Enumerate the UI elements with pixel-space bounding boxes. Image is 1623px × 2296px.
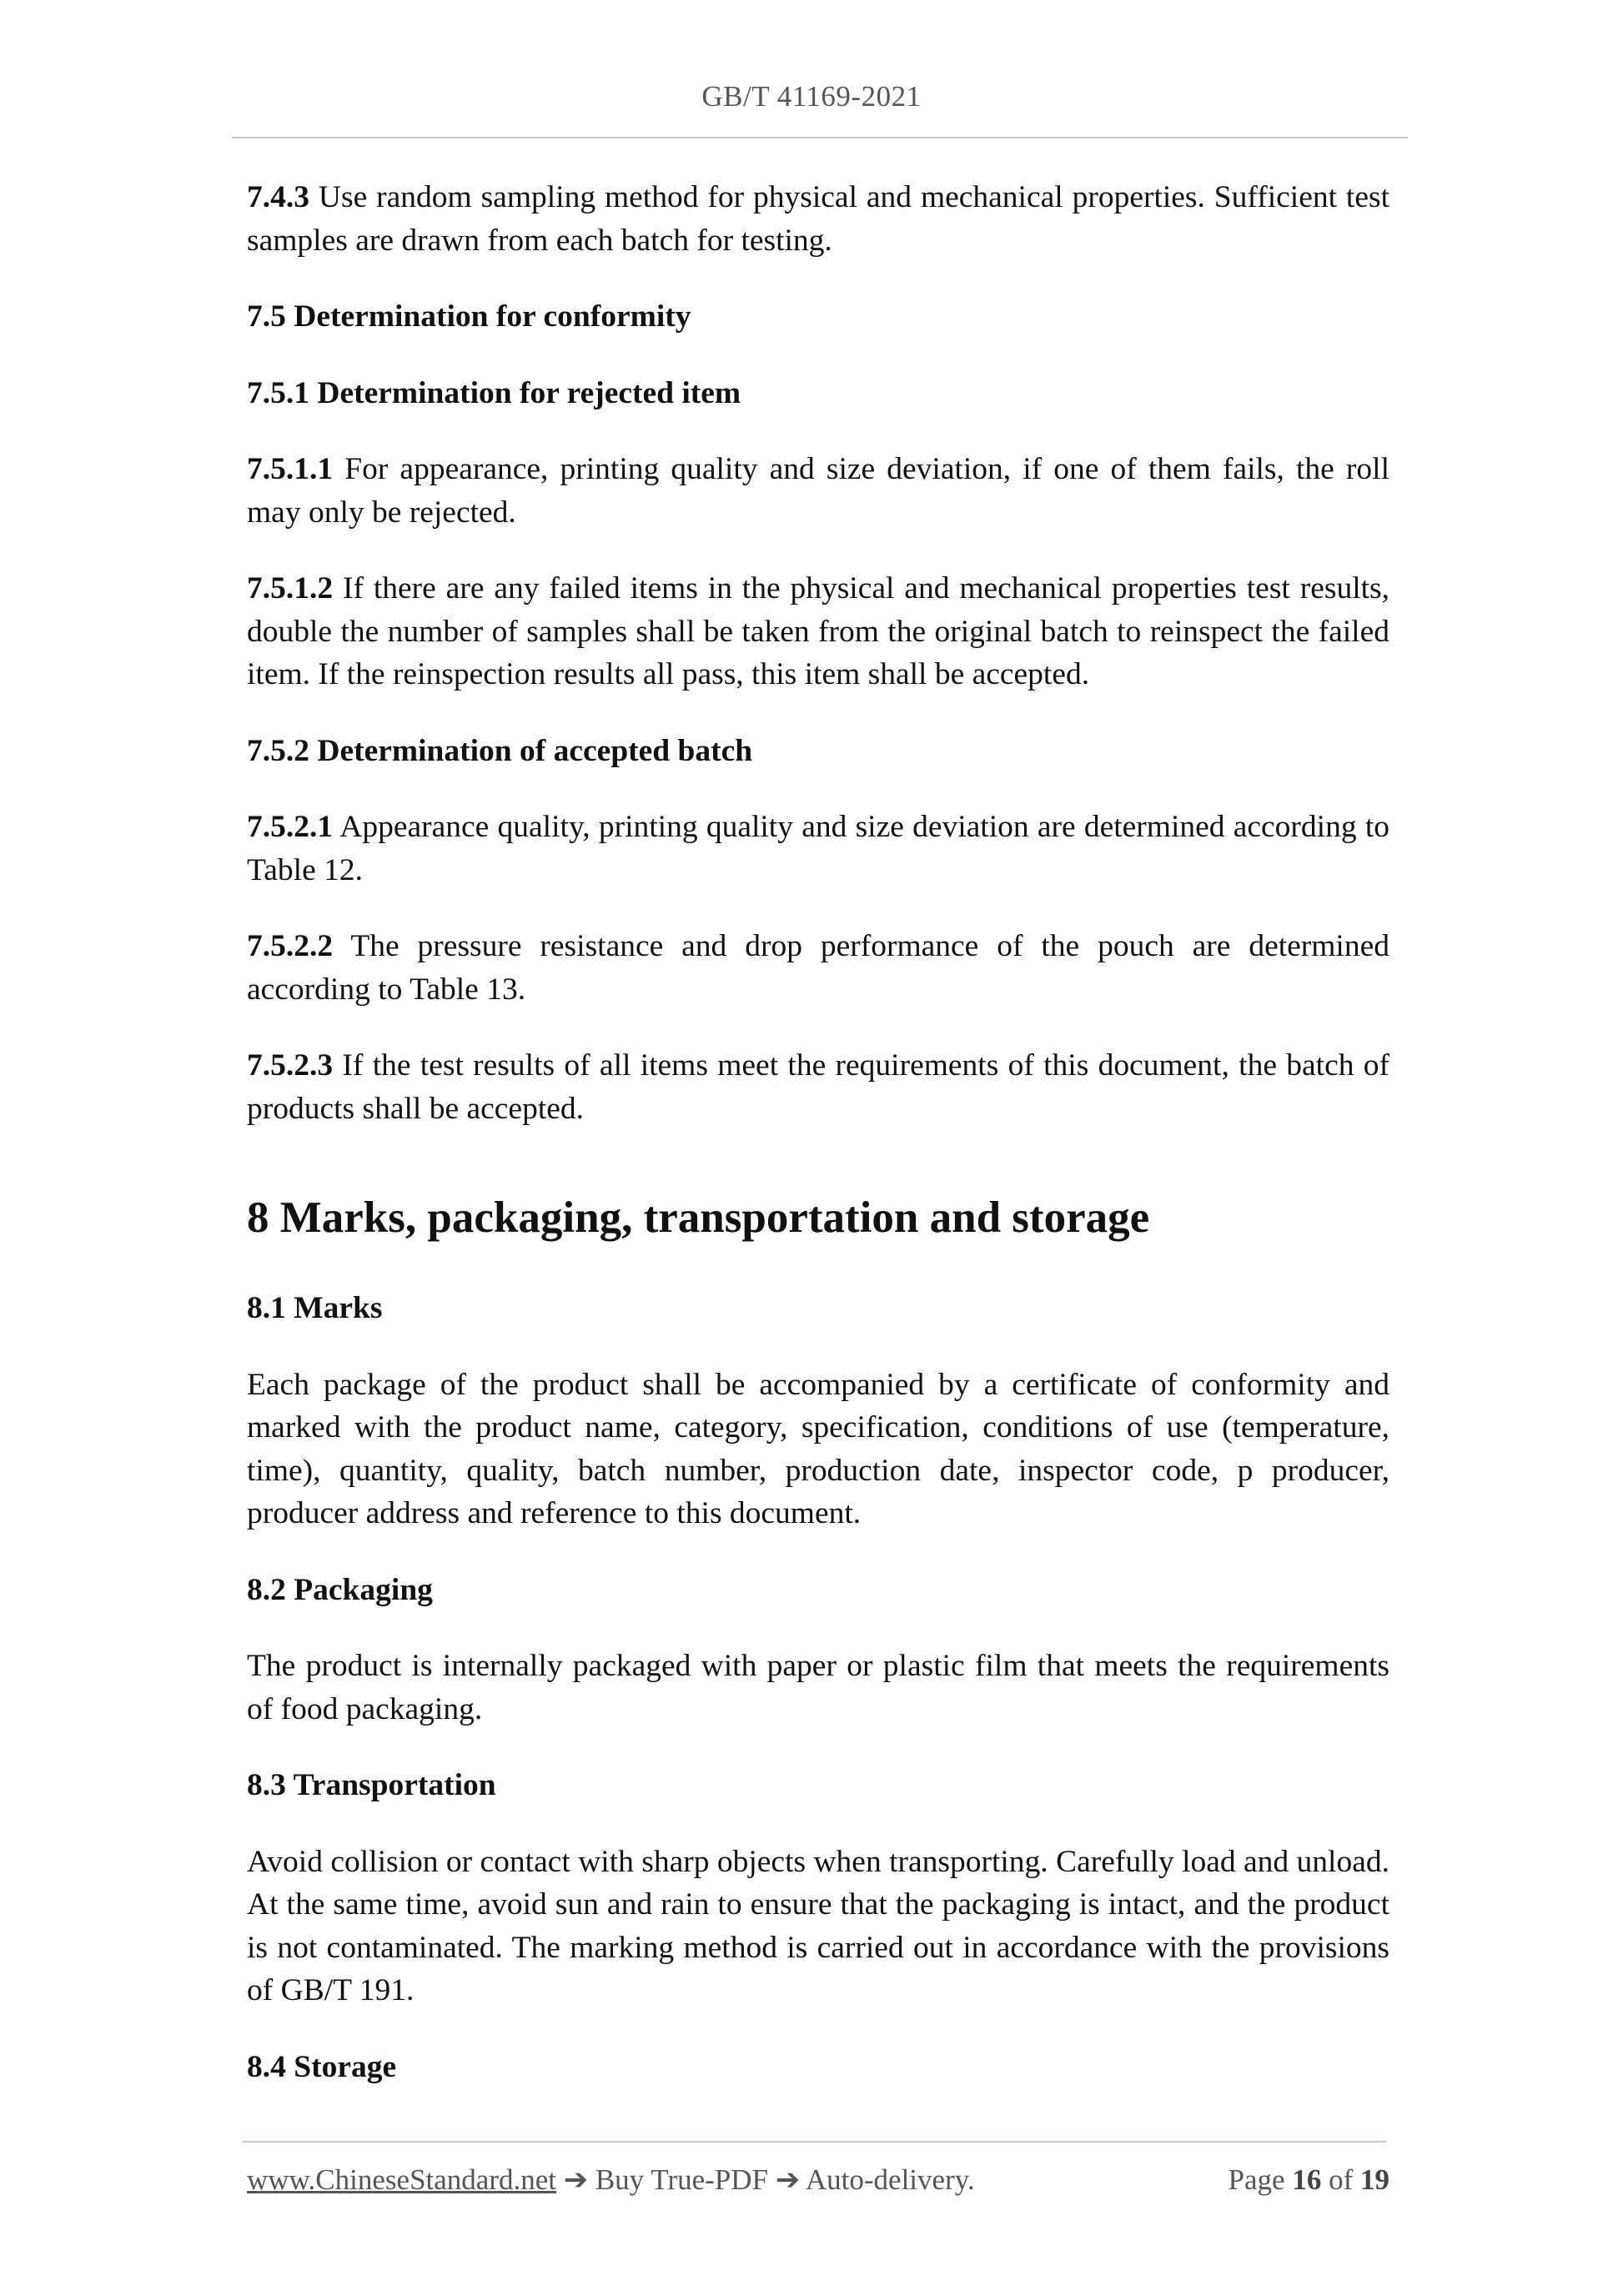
heading-8-1: 8.1 Marks (247, 1291, 383, 1325)
clause-text: The pressure resistance and drop performance of the pouch are determined according to Table 13. (247, 929, 1389, 1007)
page-footer (247, 2163, 1389, 2197)
chapter-8-heading: 8 Marks, packaging, transportation and storage (247, 1193, 1150, 1242)
clause-7-5-2-1 (247, 806, 1389, 892)
header-divider (232, 137, 1408, 138)
footer-left (247, 2163, 975, 2197)
clause-text: Appearance quality, printing quality and size deviation are determined according to Table 12. (247, 810, 1389, 887)
document-body (247, 176, 1389, 2088)
heading-7-5: 7.5 Determination for conformity (247, 299, 691, 334)
clause-7-5-1-2 (247, 567, 1389, 696)
clause-7-5-1-1 (247, 448, 1389, 534)
footer-buy-text: ➔ Buy True-PDF (556, 2163, 776, 2196)
clause-7-4-3 (247, 176, 1389, 262)
paragraph-packaging: The product is internally packaged with paper or plastic film that meets the requirements of food packaging. (247, 1649, 1389, 1726)
clause-number: 7.5.2.1 (247, 810, 334, 844)
clause-number: 7.5.2.2 (247, 929, 334, 963)
footer-divider (242, 2141, 1386, 2143)
paragraph-marks: Each package of the product shall be accompanied by a certificate of conformity and marked with the product name, category, specification, conditions of use (temperature, time), quantity, quality, batch number, production date, inspector code, p producer, producer address and reference to this document. (247, 1367, 1389, 1530)
clause-number: 7.5.1.2 (247, 571, 334, 605)
clause-number: 7.4.3 (247, 180, 309, 214)
page-header: GB/T 41169-2021 (701, 80, 922, 113)
website-link[interactable]: www.ChineseStandard.net (247, 2163, 556, 2196)
paragraph-transportation: Avoid collision or contact with sharp objects when transporting. Carefully load and unload. At the same time, avoid sun and rain to ensure that the packaging is intact, and the product is not contaminated. The marking method is carried out in accordance with the provisions of GB/T 191. (247, 1844, 1389, 2007)
clause-number: 7.5.2.3 (247, 1048, 334, 1083)
heading-7-5-1: 7.5.1 Determination for rejected item (247, 375, 741, 410)
heading-8-2: 8.2 Packaging (247, 1572, 433, 1607)
of-label: of (1321, 2163, 1360, 2196)
total-pages: 19 (1360, 2163, 1389, 2196)
heading-8-4: 8.4 Storage (247, 2049, 397, 2084)
page-label: Page (1228, 2163, 1293, 2196)
clause-number: 7.5.1.1 (247, 452, 334, 486)
page-number (1229, 2163, 1389, 2197)
clause-text: If the test results of all items meet the requirements of this document, the batch of products shall be accepted. (247, 1048, 1389, 1126)
heading-7-5-2: 7.5.2 Determination of accepted batch (247, 733, 753, 768)
clause-text: For appearance, printing quality and size deviation, if one of them fails, the roll may only be rejected. (247, 452, 1389, 530)
clause-text: Use random sampling method for physical and mechanical properties. Sufficient test samples are drawn from each batch for testing. (247, 180, 1389, 258)
clause-7-5-2-2 (247, 925, 1389, 1011)
current-page: 16 (1292, 2163, 1322, 2196)
heading-8-3: 8.3 Transportation (247, 1768, 496, 1802)
clause-7-5-2-3 (247, 1044, 1389, 1130)
footer-delivery-text: ➔ Auto-delivery. (775, 2163, 975, 2196)
clause-text: If there are any failed items in the physical and mechanical properties test results, double the number of samples shall be taken from the original batch to reinspect the failed item. If the reinspection results all pass, this item shall be accepted. (247, 571, 1389, 691)
